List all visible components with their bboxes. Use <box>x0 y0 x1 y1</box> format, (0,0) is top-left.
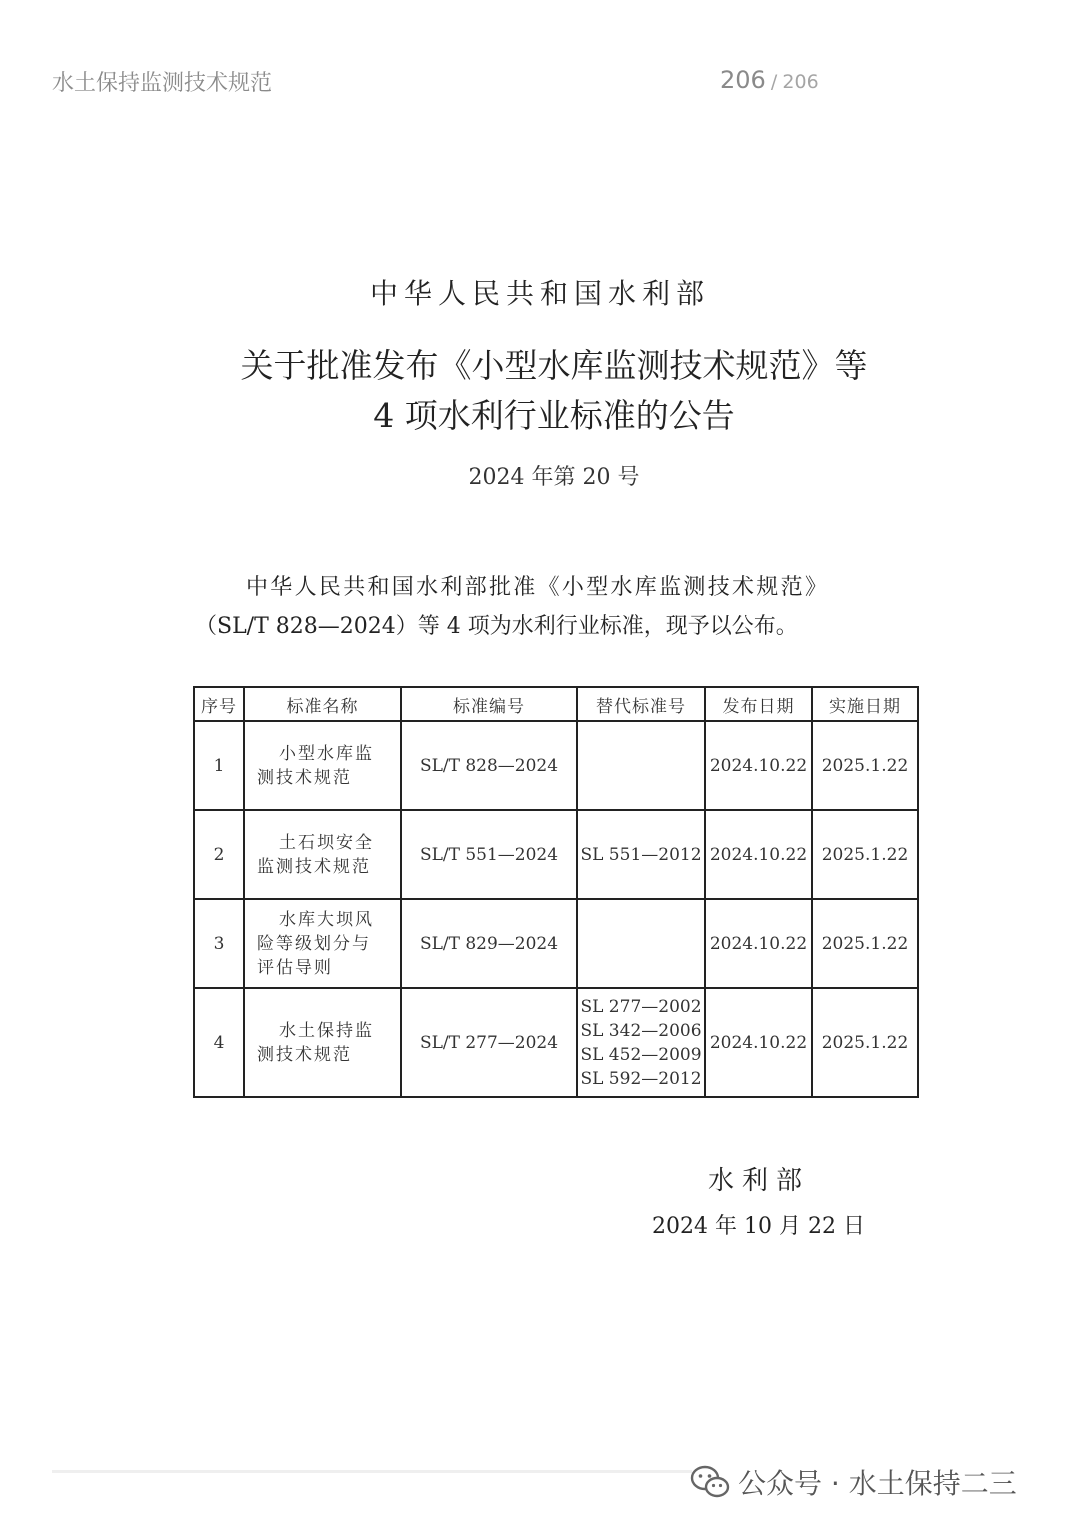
standard-name-line: 测技术规范 <box>257 1044 352 1065</box>
standard-name-line: 水库大坝风 <box>279 909 374 930</box>
table-row <box>194 988 918 1097</box>
effective-date: 2025.1.22 <box>812 988 918 1097</box>
standard-code: SL/T 828—2024 <box>401 721 577 810</box>
watermark-text: 公众号 · 水土保持二三 <box>738 1467 1017 1500</box>
standard-code: SL/T 277—2024 <box>401 988 577 1097</box>
notice-body-line2: （SL/T 828—2024）等 4 项为水利行业标准，现予以公布。 <box>195 614 798 639</box>
header-cell: 标准编号 <box>401 687 577 721</box>
row-number: 1 <box>194 721 244 810</box>
standard-name <box>244 721 401 810</box>
effective-date: 2025.1.22 <box>812 721 918 810</box>
page-separator: / <box>770 71 778 93</box>
replaced-standard: SL 342—2006 <box>580 1020 702 1041</box>
standard-name-line: 土石坝安全 <box>279 832 374 853</box>
footer-divider <box>52 1470 692 1473</box>
signature-date: 2024 年 10 月 22 日 <box>652 1214 865 1239</box>
standard-name <box>244 810 401 899</box>
table-row <box>194 899 918 988</box>
replaced-standard: SL 592—2012 <box>580 1068 702 1089</box>
standard-name-line: 小型水库监 <box>279 743 374 764</box>
issue-date: 2024.10.22 <box>705 988 812 1097</box>
replaced-standards <box>577 721 705 810</box>
notice-title-line2: 4 项水利行业标准的公告 <box>373 396 735 435</box>
footer-watermark <box>690 1462 1017 1502</box>
issue-date: 2024.10.22 <box>705 721 812 810</box>
replaced-standards <box>577 988 705 1097</box>
table-row <box>194 721 918 810</box>
standard-name <box>244 988 401 1097</box>
header-doc-title: 水土保持监测技术规范 <box>52 71 273 96</box>
standard-name-line: 测技术规范 <box>257 767 352 788</box>
notice-issuer: 中华人民共和国水利部 <box>369 277 710 310</box>
table-row <box>194 810 918 899</box>
header-cell: 发布日期 <box>705 687 812 721</box>
page-current: 206 <box>720 66 766 94</box>
standard-name-line: 水土保持监 <box>279 1020 374 1041</box>
issue-date: 2024.10.22 <box>705 899 812 988</box>
standard-code: SL/T 829—2024 <box>401 899 577 988</box>
page-counter <box>720 66 819 94</box>
standard-name <box>244 899 401 988</box>
table-header-row <box>194 687 918 721</box>
page-total: 206 <box>782 71 819 93</box>
standard-name-line: 监测技术规范 <box>257 856 371 877</box>
replaced-standards <box>577 899 705 988</box>
row-number: 3 <box>194 899 244 988</box>
standard-name-line: 险等级划分与 <box>257 933 371 954</box>
effective-date: 2025.1.22 <box>812 810 918 899</box>
wechat-icon <box>690 1465 730 1499</box>
standards-table <box>193 686 919 1098</box>
header-cell: 实施日期 <box>812 687 918 721</box>
replaced-standard: SL 277—2002 <box>580 996 702 1017</box>
replaced-standard: SL 452—2009 <box>580 1044 702 1065</box>
row-number: 4 <box>194 988 244 1097</box>
replaced-standard: SL 551—2012 <box>580 844 702 865</box>
signature-org: 水利部 <box>708 1166 811 1196</box>
header-cell: 序号 <box>194 687 244 721</box>
issue-date: 2024.10.22 <box>705 810 812 899</box>
notice-title-line1: 关于批准发布《小型水库监测技术规范》等 <box>240 346 868 385</box>
notice-body-line1: 中华人民共和国水利部批准《小型水库监测技术规范》 <box>246 575 830 600</box>
notice-number: 2024 年第 20 号 <box>468 465 640 490</box>
replaced-standards <box>577 810 705 899</box>
header-cell: 标准名称 <box>244 687 401 721</box>
header-cell: 替代标准号 <box>577 687 705 721</box>
standard-code: SL/T 551—2024 <box>401 810 577 899</box>
standard-name-line: 评估导则 <box>257 957 333 978</box>
effective-date: 2025.1.22 <box>812 899 918 988</box>
row-number: 2 <box>194 810 244 899</box>
